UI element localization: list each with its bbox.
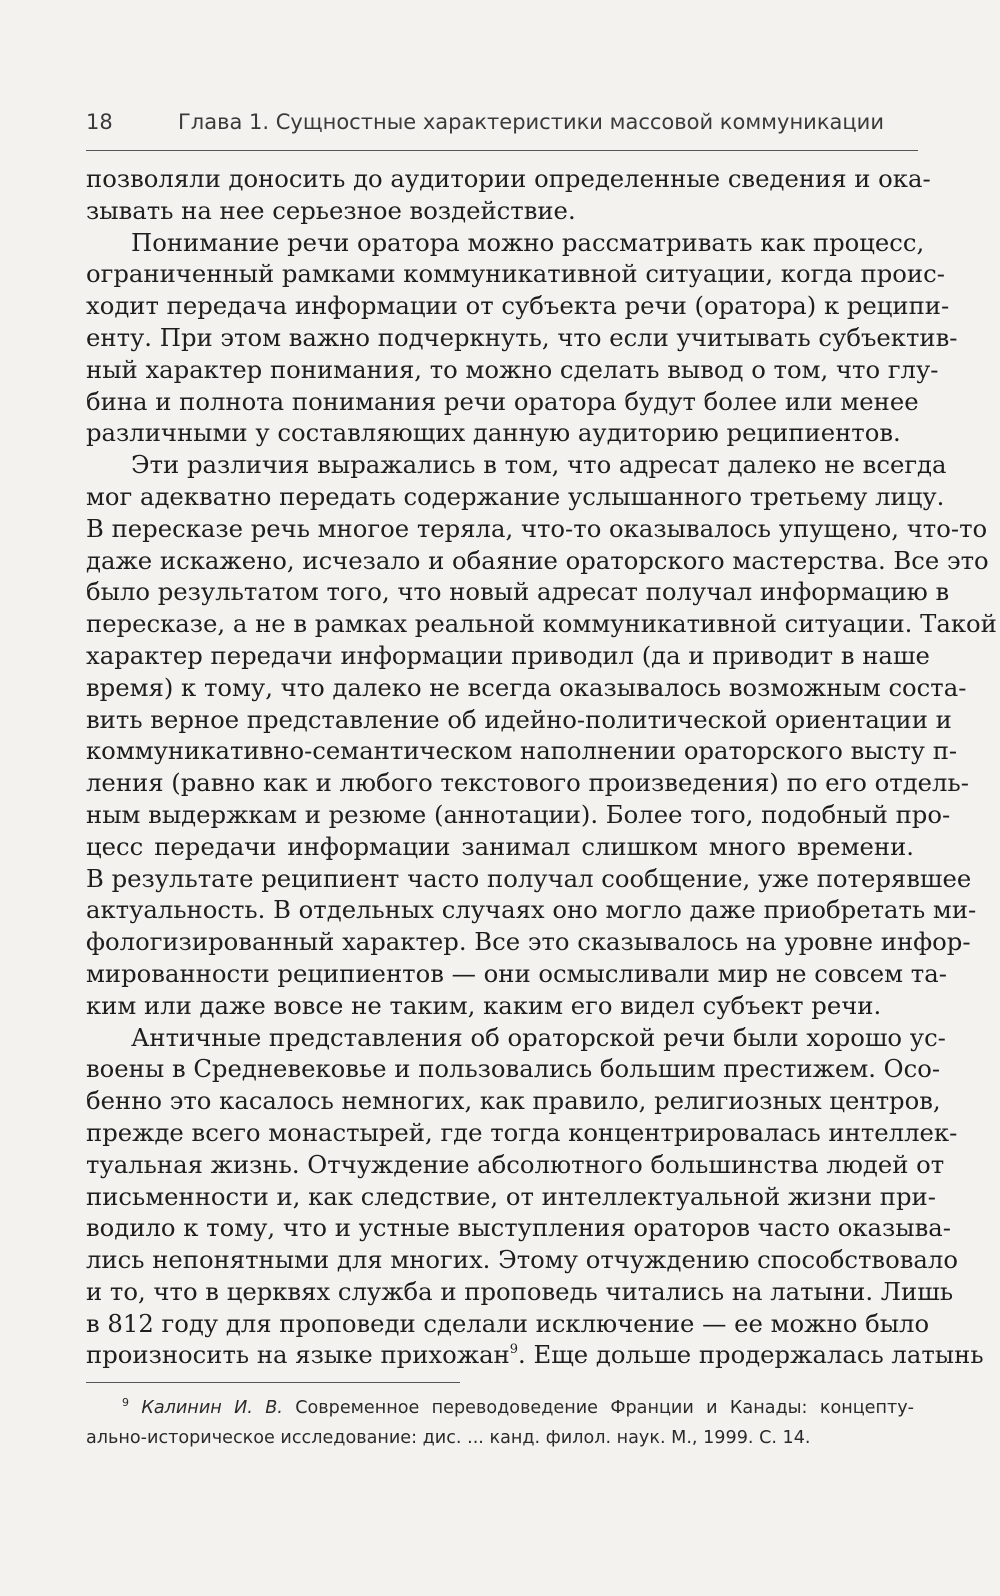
text-line: Античные представления об ораторской речи были хорошо ус- <box>131 1022 946 1052</box>
running-title: Глава 1. Сущностные характеристики массовой коммуникации <box>178 110 884 134</box>
text-line: енту. При этом важно подчеркнуть, что если учитывать субъектив- <box>86 322 958 352</box>
text-line: В результате реципиент часто получал сообщение, уже потерявшее <box>86 863 972 893</box>
text-line: коммуникативно-семантическом наполнении ораторского высту п- <box>86 736 958 766</box>
text-line: мог адекватно передать содержание услышанного третьему лицу. <box>86 481 945 511</box>
footnote-author: Калинин И. В. <box>141 1398 283 1418</box>
text-line: фологизированный характер. Все это сказывалось на уровне инфор- <box>86 927 971 957</box>
text-line: даже искажено, исчезало и обаяние ораторского мастерства. Все это <box>86 545 989 575</box>
text-line: воены в Средневековье и пользовались большим престижем. Осо- <box>86 1054 941 1084</box>
text-line: цесс передачи информации занимал слишком много времени. <box>86 831 914 861</box>
text-line: письменности и, как следствие, от интеллектуальной жизни при- <box>86 1181 936 1211</box>
text-line: время) к тому, что далеко не всегда оказывалось возможным соста- <box>86 672 967 702</box>
running-header <box>86 104 918 144</box>
page-number: 18 <box>86 110 113 134</box>
text-fragment: . Еще дольше продержалась латынь <box>518 1340 984 1370</box>
footnote-text: Современное переводоведение Франции и Канады: концепту- <box>295 1398 915 1418</box>
text-line: позволяли доносить до аудитории определенные сведения и ока- <box>86 164 931 193</box>
text-line: В пересказе речь многое теряла, что-то оказывалось упущено, что-то <box>86 513 988 543</box>
header-rule <box>86 150 918 151</box>
text-line <box>86 1339 984 1371</box>
text-line: бина и полнота понимания речи оратора будут более или менее <box>86 386 919 416</box>
text-line: прежде всего монастырей, где тогда концентрировалась интеллек- <box>86 1117 958 1147</box>
text-line: было результатом того, что новый адресат получал информацию в <box>86 577 950 607</box>
text-line: зывать на нее серьезное воздействие. <box>86 195 576 225</box>
footnote-reference[interactable]: 9 <box>509 1342 519 1358</box>
footnote-rule <box>86 1382 460 1383</box>
text-line: ления (равно как и любого текстового произведения) по его отдель- <box>86 768 969 798</box>
text-line: ограниченный рамками коммуникативной ситуации, когда проис- <box>86 259 945 289</box>
text-line: Эти различия выражались в том, что адресат далеко не всегда <box>131 450 947 480</box>
footnote-line <box>86 1393 914 1423</box>
text-line: различными у составляющих данную аудиторию реципиентов. <box>86 418 901 448</box>
text-line: лись непонятными для многих. Этому отчуждению способствовало <box>86 1245 958 1275</box>
text-line: ходит передача информации от субъекта речи (оратора) к реципи- <box>86 291 950 321</box>
body-text <box>86 163 997 1371</box>
text-line: ным выдержкам и резюме (аннотации). Более того, подобный про- <box>86 799 951 829</box>
text-fragment: произносить на языке прихожан <box>86 1340 510 1370</box>
text-line: характер передачи информации приводил (да и приводит в наше <box>86 640 930 670</box>
text-line: туальная жизнь. Отчуждение абсолютного большинства людей от <box>86 1149 945 1179</box>
text-line: водило к тому, что и устные выступления ораторов часто оказыва- <box>86 1213 951 1243</box>
text-line: Понимание речи оратора можно рассматривать как процесс, <box>131 227 925 257</box>
text-line: актуальность. В отдельных случаях оно могло даже приобретать ми- <box>86 895 977 925</box>
text-line: бенно это касалось немногих, как правило, религиозных центров, <box>86 1086 941 1116</box>
text-line: и то, что в церквях служба и проповедь читались на латыни. Лишь <box>86 1276 954 1306</box>
footnote-mark: 9 <box>122 1396 129 1409</box>
text-line: мированности реципиентов — они осмысливали мир не совсем та- <box>86 958 947 988</box>
text-line: ким или даже вовсе не таким, каким его видел субъект речи. <box>86 990 882 1020</box>
text-line: пересказе, а не в рамках реальной коммуникативной ситуации. Такой <box>86 609 997 639</box>
text-line: вить верное представление об идейно-политической ориентации и <box>86 704 952 734</box>
text-line: в 812 году для проповеди сделали исключение — ее можно было <box>86 1308 930 1338</box>
text-line: ный характер понимания, то можно сделать вывод о том, что глу- <box>86 354 939 384</box>
footnote <box>86 1393 914 1453</box>
footnote-line: ально-историческое исследование: дис. ... канд. филол. наук. М., 1999. С. 14. <box>86 1428 811 1448</box>
